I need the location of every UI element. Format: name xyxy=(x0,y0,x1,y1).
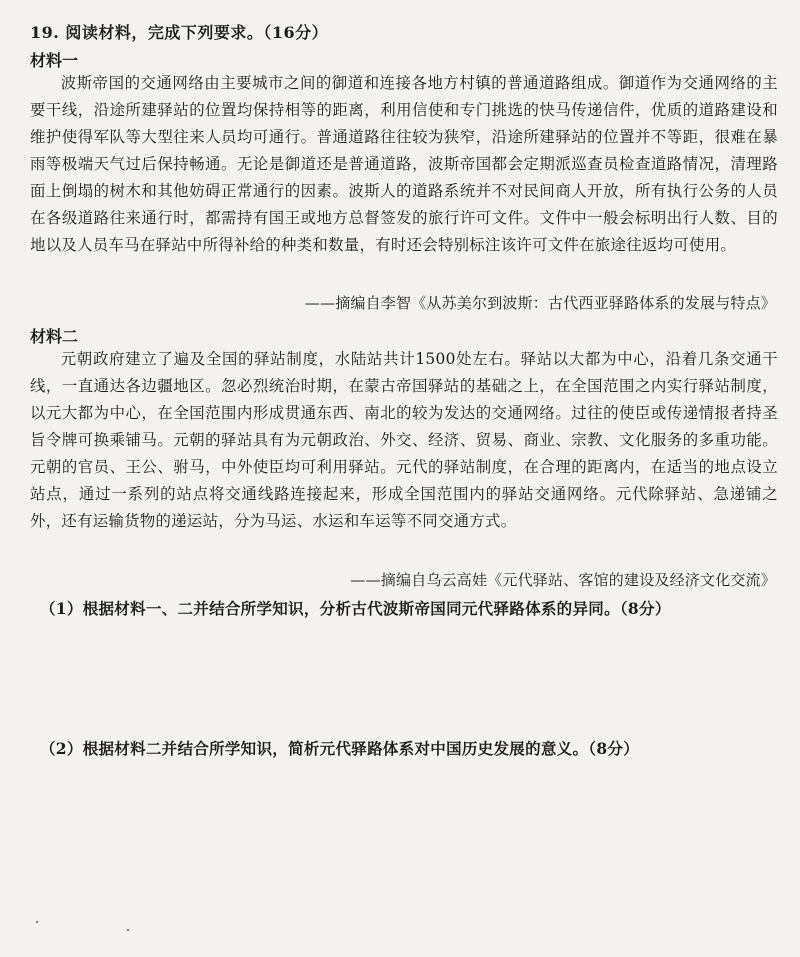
material-1-text: 波斯帝国的交通网络由主要城市之间的御道和连接各地方村镇的普通道路组成。御道作为交通网络的主要干线，沿途所建驿站的位置均保持相等的距离，利用信使和专门挑选的快马传递信件，优质的道路建设和维护使得军队等大型往来人员均可通行。普通道路往往较为狭窄，沿途所建驿站的位置并不等距，很难在暴雨等极端天气过后保持畅通。无论是御道还是普通道路，波斯帝国都会定期派巡查员检查道路情况，清理路面上倒塌的树木和其他妨碍正常通行的因素。波斯人的道路系统并不对民间商人开放，所有执行公务的人员在各级道路往来通行时，都需持有国王或地方总督签发的旅行许可文件。文件中一般会标明出行人数、目的地以及人员车马在驿站中所得补给的种类和数量，有时还会特别标注该许可文件在旅途往返均可使用。 xyxy=(30,74,778,254)
question-title: 19. 阅读材料，完成下列要求。（16分） xyxy=(30,23,329,42)
material-1-source: ——摘编自李智《从苏美尔到波斯：古代西亚驿路体系的发展与特点》 xyxy=(304,294,776,312)
subquestion-2: （2）根据材料二并结合所学知识，简析元代驿路体系对中国历史发展的意义。（8分） xyxy=(40,739,640,758)
scan-speck xyxy=(36,921,38,923)
subquestion-1: （1）根据材料一、二并结合所学知识，分析古代波斯帝国同元代驿路体系的异同。（8分） xyxy=(40,599,671,618)
material-1-label: 材料一 xyxy=(30,51,79,70)
material-2-text: 元朝政府建立了遍及全国的驿站制度，水陆站共计1500处左右。驿站以大都为中心，沿着几条交通干线，一直通达各边疆地区。忽必烈统治时期，在蒙古帝国驿站的基础之上，在全国范围之内实行驿站制度，以元大都为中心，在全国范围内形成贯通东西、南北的较为发达的交通网络。过往的使臣或传递情报者持圣旨令牌可换乘铺马。元朝的驿站具有为元朝政治、外交、经济、贸易、商业、宗教、文化服务的多重功能。元朝的官员、王公、驸马，中外使臣均可利用驿站。元代的驿站制度，在合理的距离内，在适当的地点设立站点，通过一系列的站点将交通线路连接起来，形成全国范围内的驿站交通网络。元代除驿站、急递铺之外，还有运输货物的递运站，分为马运、水运和车运等不同交通方式。 xyxy=(30,350,778,530)
material-2-source: ——摘编自乌云高娃《元代驿站、客馆的建设及经济文化交流》 xyxy=(350,571,776,589)
material-2-label: 材料二 xyxy=(30,327,79,346)
scan-speck xyxy=(127,929,129,931)
